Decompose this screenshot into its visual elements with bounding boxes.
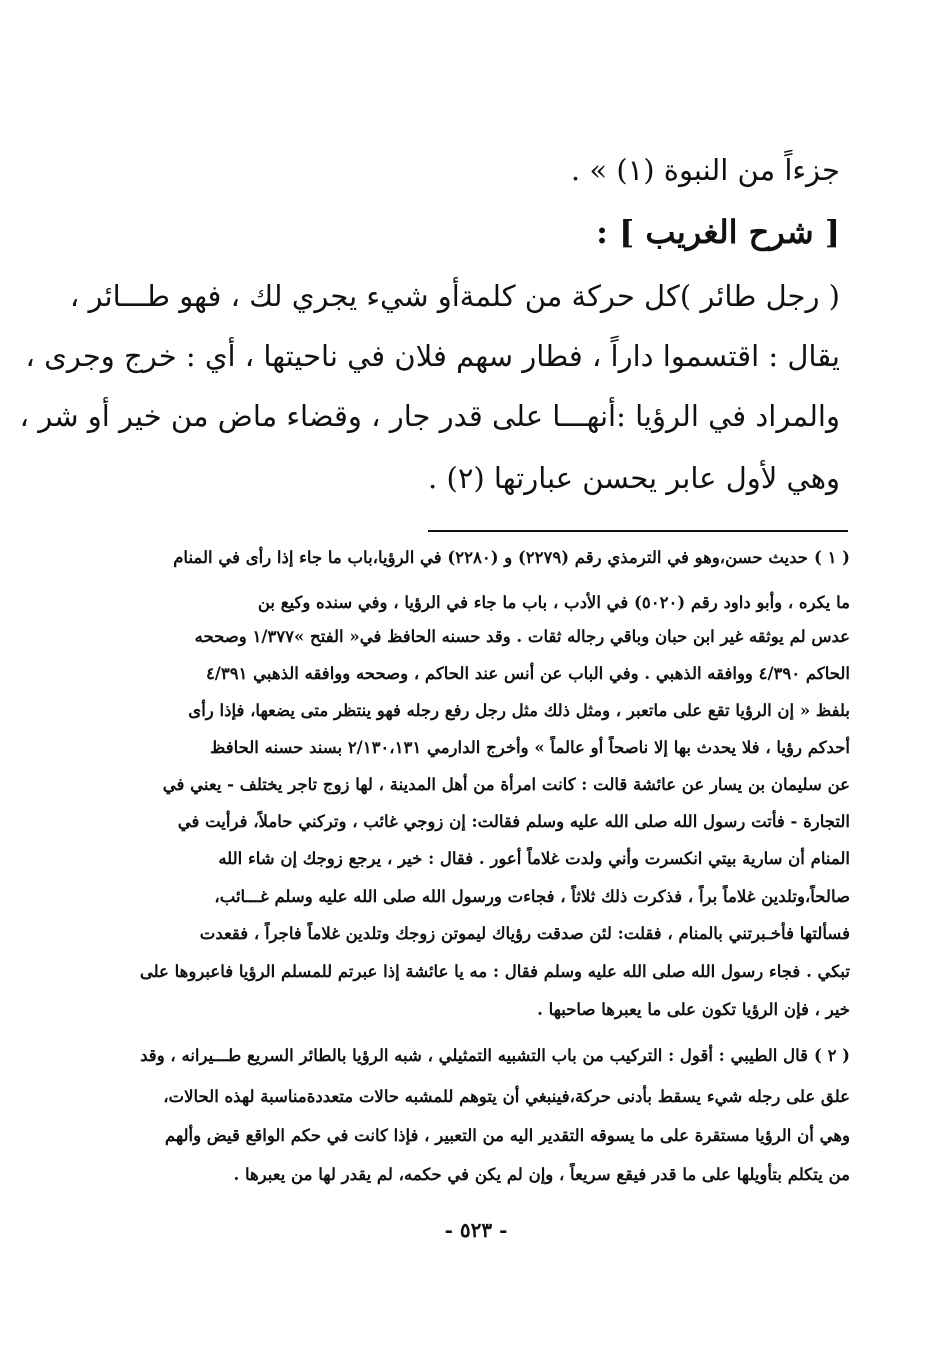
main-text-line-3: يقال : اقتسموا داراً ، فطار سهم فلان في ناحيتها ، أي : خرج وجرى ، bbox=[25, 339, 840, 373]
footnote-1-line-5: بلفظ « إن الرؤيا تقع على ماتعبر ، ومثل ذلك مثل رجل رفع رجله فهو ينتظر متى يضعها، فإذا رأى bbox=[188, 701, 850, 720]
footnote-1-line-8: التجارة - فأتت رسول الله صلى الله عليه وسلم فقالت: إن زوجي غائب ، وتركني حاملاً، فرأيت في bbox=[177, 812, 850, 831]
footnote-separator bbox=[428, 530, 848, 532]
footnote-1-line-10: صالحاً،وتلدين غلاماً براً ، فذكرت ذلك ثلاثاً ، فجاءت ورسول الله صلى الله عليه وسلم غـــائب، bbox=[214, 887, 850, 906]
footnote-1-line-13: خير ، فإن الرؤيا تكون على ما يعبرها صاحبها . bbox=[537, 1000, 850, 1019]
footnote-2-text: قال الطيبي : أقول : التركيب من باب التشبيه التمثيلي ، شبه الرؤيا بالطائر السريع طـــيرانه ، وقد bbox=[140, 1046, 808, 1065]
main-text-line-1: جزءاً من النبوة (١) » . bbox=[570, 153, 840, 187]
section-heading: [ شرح الغريب ] : bbox=[596, 213, 840, 251]
footnote-1-line-12: تبكي . فجاء رسول الله صلى الله عليه وسلم فقال : مه يا عائشة إذا عبرتم للمسلم الرؤيا فاعبروها على bbox=[139, 962, 850, 981]
footnote-1-number: ( ١ ) bbox=[814, 548, 850, 567]
footnote-1-line-9: المنام أن سارية بيتي انكسرت وأني ولدت غلاماً أعور . فقال : خير ، يرجع زوجك إن شاء الله bbox=[218, 849, 850, 868]
main-text-line-4: والمراد في الرؤيا :أنهـــا على قدر جار ، وقضاء ماض من خير أو شر ، bbox=[19, 399, 840, 433]
footnote-2-number: ( ٢ ) bbox=[814, 1046, 850, 1065]
main-text-line-5: وهي لأول عابر يحسن عبارتها (٢) . bbox=[428, 461, 840, 495]
footnote-1-line-7: عن سليمان بن يسار عن عائشة قالت : كانت امرأة من أهل المدينة ، لها زوج تاجر يختلف - يعني في bbox=[162, 775, 850, 794]
footnote-1-line-4: الحاكم ٤/٣٩٠ ووافقه الذهبي . وفي الباب عن أنس عند الحاكم ، وصححه ووافقه الذهبي ٤/٣٩١ bbox=[205, 664, 850, 683]
main-text-line-2: ( رجل طائر )كل حركة من كلمةأو شيء يجري لك ، فهو طـــائر ، bbox=[69, 279, 840, 313]
footnote-1-line-3: عدس لم يوثقه غير ابن حبان وباقي رجاله ثقات . وقد حسنه الحافظ في« الفتح »١/٣٧٧ وصححه bbox=[194, 627, 850, 646]
footnote-1-line-11: فسألتها فأخـبرتني بالمنام ، فقلت: لئن صدقت رؤياك ليموتن زوجك وتلدين غلاماً فاجراً ، فقعدت bbox=[199, 924, 850, 943]
footnote-2-line-3: وهي أن الرؤيا مستقرة على ما يسوقه التقدير اليه من التعبير ، فإذا كانت في حكم الواقع قيض وألهم bbox=[164, 1126, 850, 1145]
footnote-2-line-2: علق على رجله شيء يسقط بأدنى حركة،فينبغي أن يتوهم للمشبه حالات متعددةمناسبة لهذه الحالات، bbox=[163, 1087, 850, 1106]
footnote-2-line-4: من يتكلم بتأويلها على ما قدر فيقع سريعاً ، وإن لم يكن في حكمه، لم يقدر لها من يعبرها . bbox=[233, 1165, 850, 1184]
page-number: - ٥٢٣ - bbox=[444, 1218, 508, 1242]
footnote-1-line-6: أحدكم رؤيا ، فلا يحدث بها إلا ناصحاً أو عالماً » وأخرج الدارمي ٢/١٣٠،١٣١ بسند حسنه الحافظ bbox=[210, 738, 850, 757]
footnote-1-line-1 bbox=[105, 546, 850, 570]
footnote-2-line-1 bbox=[105, 1044, 850, 1068]
footnote-1-text: حديث حسن،وهو في الترمذي رقم (٢٢٧٩) و (٢٢٨٠) في الرؤيا،باب ما جاء إذا رأى في المنام bbox=[173, 548, 808, 567]
footnote-1-line-2: ما يكره ، وأبو داود رقم (٥٠٢٠) في الأدب ، باب ما جاء في الرؤيا ، وفي سنده وكيع بن bbox=[257, 593, 850, 612]
